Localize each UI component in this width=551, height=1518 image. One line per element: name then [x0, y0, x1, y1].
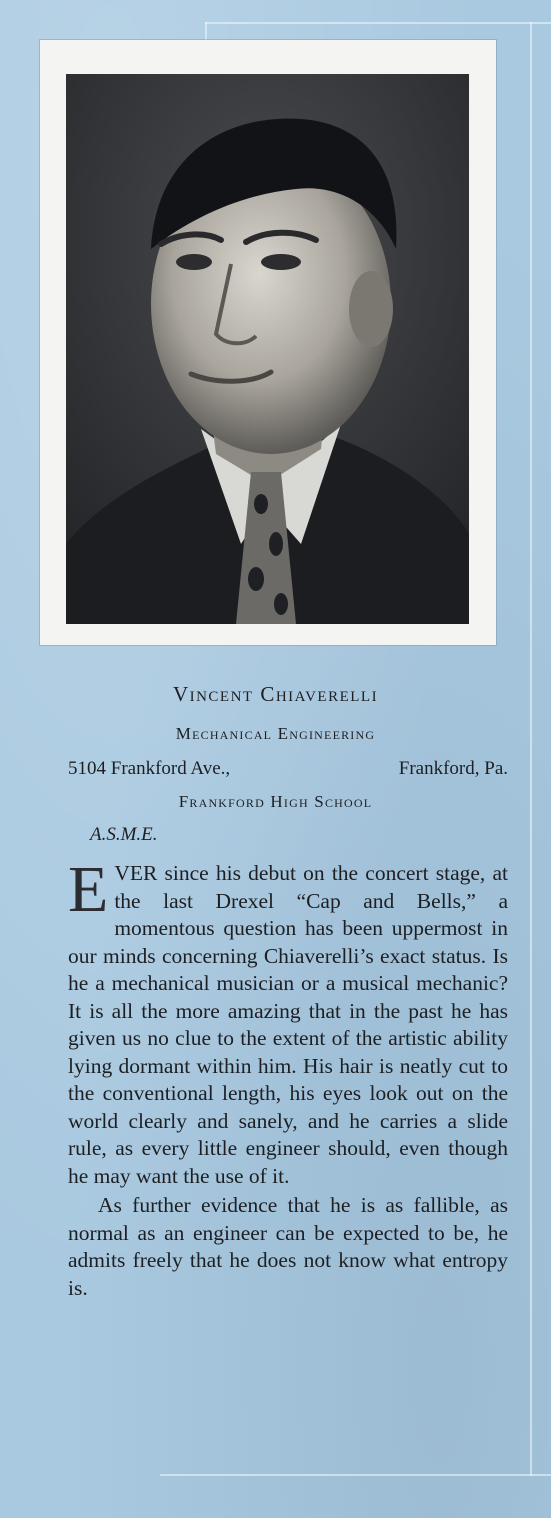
- bio-paragraph-2: As further evidence that he is as fallible, as normal as an engineer can be expected to be, he admits freely that he does not know what entropy is.: [68, 1193, 508, 1300]
- address: [68, 758, 508, 780]
- portrait-illustration: [66, 74, 469, 624]
- address-city: Frankford, Pa.: [398, 758, 508, 779]
- decorative-border-bottom: [160, 1474, 551, 1476]
- person-name: Vincent Chiaverelli: [172, 682, 379, 706]
- bio-paragraph-1-text: VER since his debut on the concert stage, at the last Drexel “Cap and Bells,” a momentous question has been uppermost in our minds concerning Chiaverelli’s exact status. Is he a mechanical musician or a musical mechanic? It is all the more amazing that in the past he has given us no clue to the extent of the artistic ability lying dormant within him. His hair is neatly cut to the conventional length, his eyes look out on the world clearly and sanely, and he carries a slide rule, as every little engineer should, even though he may want the use of it.: [68, 861, 508, 1188]
- bio-paragraph-1: [68, 853, 508, 1190]
- drop-cap: E: [68, 853, 109, 926]
- address-street: 5104 Frankford Ave.,: [68, 758, 231, 779]
- portrait-photo: [66, 74, 469, 624]
- biography: [68, 853, 508, 1302]
- department: Mechanical Engineering: [175, 724, 376, 743]
- high-school: Frankford High School: [178, 792, 373, 811]
- decorative-border-right: [530, 22, 532, 1476]
- decorative-border-top: [205, 22, 551, 24]
- society-membership: A.S.M.E.: [90, 824, 158, 845]
